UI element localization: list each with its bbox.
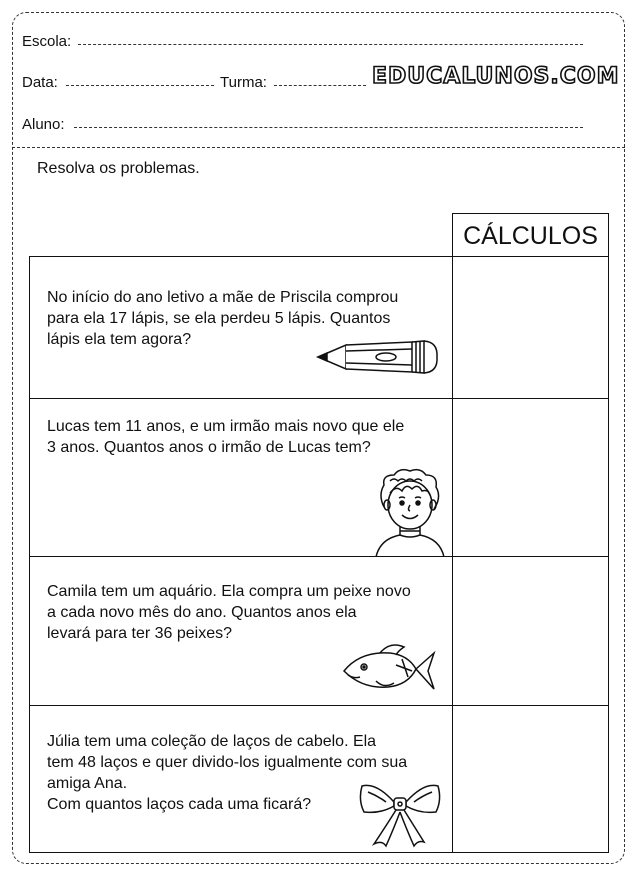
- bow-icon: [356, 780, 444, 850]
- boy-icon: [370, 467, 450, 557]
- problem-1-line-1: No início do ano letivo a mãe de Priscila comprou: [47, 289, 399, 306]
- problems-table: [29, 256, 609, 853]
- turma-label: Turma:: [220, 74, 267, 91]
- escola-label: Escola:: [22, 33, 72, 50]
- problem-4-line-2: tem 48 laços e quer divido-los igualmente com sua: [47, 754, 408, 771]
- problem-3-line-1: Camila tem um aquário. Ela compra um peixe novo: [47, 583, 411, 600]
- problem-row-4: [30, 706, 608, 852]
- problem-row-1: [30, 257, 608, 399]
- pencil-icon: [316, 337, 440, 379]
- escola-field[interactable]: [78, 44, 583, 45]
- problem-row-2: [30, 399, 608, 557]
- problem-row-3: [30, 557, 608, 706]
- brand-logo: EDUCALUNOS.COM: [372, 64, 620, 89]
- problem-2-line-2: 3 anos. Quantos anos o irmão de Lucas tem?: [47, 439, 371, 456]
- aluno-label: Aluno:: [22, 116, 65, 133]
- aluno-field[interactable]: [74, 127, 583, 128]
- problem-3-text: [47, 581, 447, 644]
- problem-3-line-3: levará para ter 36 peixes?: [47, 625, 232, 642]
- problem-4-line-3: amiga Ana.: [47, 775, 128, 792]
- problem-2-line-1: Lucas tem 11 anos, e um irmão mais novo que ele: [47, 418, 405, 435]
- data-field[interactable]: [66, 85, 214, 86]
- problem-3-line-2: a cada novo mês do ano. Quantos anos ela: [47, 604, 357, 621]
- problem-4-line-1: Júlia tem uma coleção de laços de cabelo. Ela: [47, 733, 377, 750]
- problem-1-line-3: lápis ela tem agora?: [47, 331, 192, 348]
- header-divider: [12, 147, 625, 148]
- turma-field[interactable]: [274, 85, 366, 86]
- problem-1-line-2: para ela 17 lápis, se ela perdeu 5 lápis. Quantos: [47, 310, 391, 327]
- data-label: Data:: [22, 74, 58, 91]
- instructions: Resolva os problemas.: [37, 160, 200, 177]
- problem-2-text: [47, 416, 447, 458]
- fish-icon: [340, 641, 438, 699]
- calc-header: CÁLCULOS: [452, 213, 609, 257]
- problem-4-line-4: Com quantos laços cada uma ficará?: [47, 796, 312, 813]
